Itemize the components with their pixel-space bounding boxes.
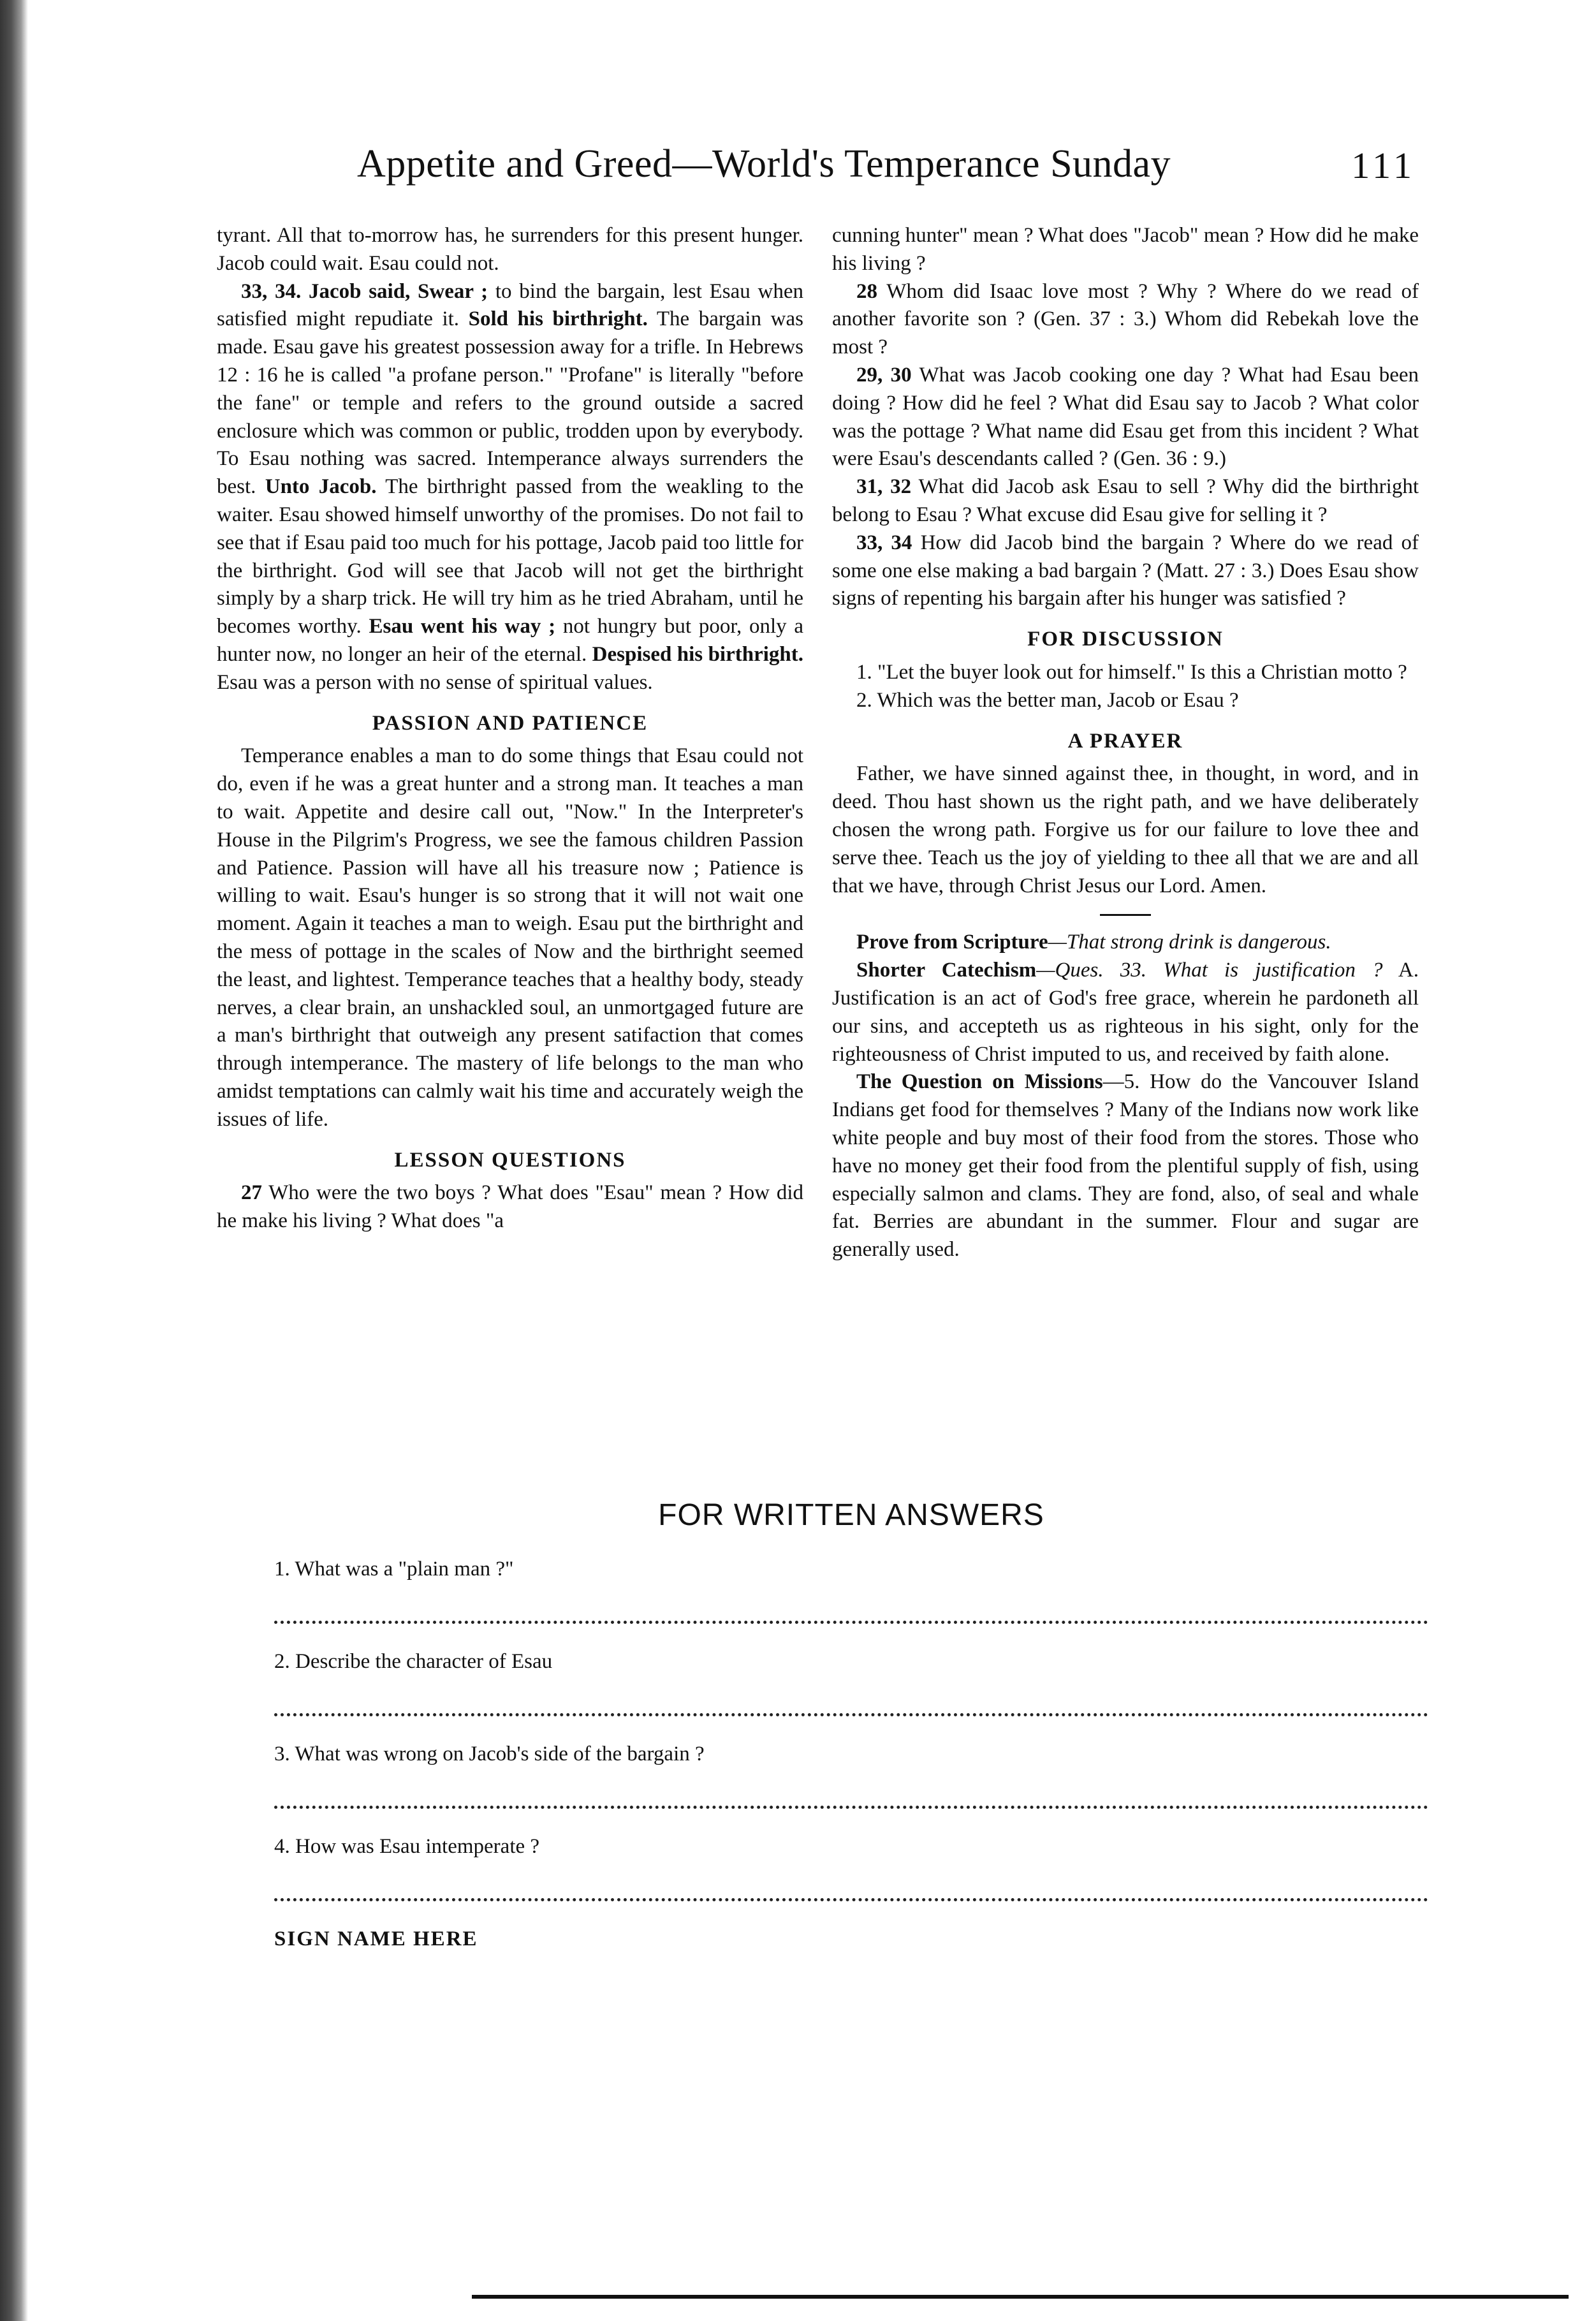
question-number: 33, 34	[856, 531, 912, 554]
written-question-4	[274, 1824, 1428, 1869]
question-text: 3. What was wrong on Jacob's side of the bargain ?	[274, 1743, 705, 1765]
text-run: —5. How do the Vancouver Island Indians get food for themselves ? Many of the Indians now work like white people and buy most of their food from the stores. Those who have no money get their food from the plentiful supply of fish, using especially salmon and clams. They are fond, also, of seal and whale fat. Berries are abundant in the summer. Flour and sugar are generally used.	[832, 1070, 1419, 1262]
lesson-question	[832, 278, 1419, 362]
lesson-question	[832, 362, 1419, 473]
scripture-note	[832, 929, 1419, 957]
right-column	[832, 222, 1419, 1264]
section-heading: PASSION AND PATIENCE	[372, 711, 648, 735]
question-number: 29, 30	[856, 363, 912, 387]
discussion-item: 1. "Let the buyer look out for himself." Is this a Christian motto ?	[856, 660, 1407, 684]
text-run: The bargain was made. Esau gave his greatest possession away for a trifle. In Hebrews 12 : 16 he is called "a profane person." "Profane" is literally "before the fane" or temple and refers to the ground outside a sacred enclosure which was common or public, trodden upon by everybody. To Esau nothing was sacred. Intemperance always surrenders the best.	[217, 307, 803, 499]
text-run: What was Jacob cooking one day ? What had Esau been doing ? How did he feel ? What did Esau say to Jacob ? What color was the pottage ? What name did Esau get from this incident ? What were Esau's descendants called ? (Gen. 36 : 9.)	[832, 363, 1419, 471]
divider	[1100, 914, 1151, 916]
bold-phrase: The Question on Missions	[856, 1070, 1103, 1094]
text-run: Whom did Isaac love most ? Why ? Where do we read of another favorite son ? (Gen. 37 : 3.) Whom did Rebekah love the most ?	[832, 279, 1419, 359]
paragraph: Temperance enables a man to do some things that Esau could not do, even if he was a great hunter and a strong man. It teaches a man to wait. Appetite and desire call out, "Now." In the Interpreter's House in the Pilgrim's Progress, we see the famous children Passion and Patience. Passion will have all his treasure now ; Patience is willing to wait. Esau's hunger is so strong that it will not wait one moment. Again it teaches a man to weigh. Esau put the birthright and the mess of pottage in the scales of Now and the birthright seemed the least, and lightest. Temperance teaches that a healthy body, steady nerves, a clear brain, an unshackled soul, an unmortgaged future are a man's birthright that outweigh any present satifaction that comes through intemperance. The mastery of life belongs to the man who amidst temptations can calmly wait his time and accurately weigh the issues of life.	[217, 744, 803, 1131]
written-answers-title: FOR WRITTEN ANSWERS	[658, 1498, 1044, 1532]
lesson-question	[832, 473, 1419, 529]
written-question-1	[274, 1547, 1428, 1591]
question-number: 28	[856, 279, 877, 303]
bold-phrase: Prove from Scripture	[856, 931, 1048, 954]
question-text: 1. What was a "plain man ?"	[274, 1558, 514, 1580]
bottom-rule	[472, 2295, 1569, 2299]
page-number: 111	[1351, 145, 1416, 186]
lesson-question	[832, 529, 1419, 613]
paragraph: tyrant. All that to-morrow has, he surrenders for this present hunger. Jacob could wait. Esau could not.	[217, 224, 803, 275]
section-heading: LESSON QUESTIONS	[394, 1148, 626, 1172]
lesson-question	[217, 1179, 803, 1235]
answer-line[interactable]	[274, 1591, 1428, 1624]
answer-line[interactable]	[274, 1684, 1428, 1716]
signature-line[interactable]	[274, 1917, 1428, 1961]
question-number: 31, 32	[856, 475, 912, 499]
italic-phrase: —That strong drink is dangerous.	[1048, 931, 1331, 954]
missions-question	[832, 1068, 1419, 1264]
written-answers-section	[274, 1498, 1428, 1961]
page-header	[357, 142, 1416, 212]
bold-phrase: Sold his birthright.	[468, 307, 648, 331]
bold-phrase: Shorter Catechism	[856, 959, 1037, 982]
catechism	[832, 957, 1419, 1068]
prayer-text: Father, we have sinned against thee, in thought, in word, and in deed. Thou hast shown us the right path, and we have deliberately chosen the wrong path. Forgive us for our failure to love thee and serve thee. Teach us the joy of yielding to thee all that we are and all that we have, through Christ Jesus our Lord. Amen.	[832, 762, 1419, 897]
section-heading: A PRAYER	[1067, 729, 1183, 753]
text-run: Esau was a person with no sense of spiritual values.	[217, 670, 653, 694]
scan-edge-shadow	[0, 0, 28, 2321]
question-number: 27	[241, 1181, 262, 1205]
verse-ref: 33, 34.	[241, 279, 302, 303]
bold-phrase: Jacob said, Swear ;	[308, 279, 488, 303]
text-run: Who were the two boys ? What does "Esau" mean ? How did he make his living ? What does "a	[217, 1181, 803, 1233]
discussion-item: 2. Which was the better man, Jacob or Esau ?	[856, 688, 1239, 712]
written-question-2	[274, 1639, 1428, 1684]
section-heading: FOR DISCUSSION	[1027, 628, 1224, 651]
bold-phrase: Unto Jacob.	[265, 475, 377, 499]
bold-phrase: Esau went his way ;	[369, 615, 556, 638]
text-run: The birthright passed from the weakling to the waiter. Esau showed himself unworthy of the promises. Do not fail to see that if Esau paid too much for his pottage, Jacob paid too little for the birthright. God will see that Jacob will not get the birthright simply by a sharp trick. He will try him as he tried Abraham, until he becomes worthy.	[217, 475, 803, 638]
bold-phrase: Despised his birthright.	[592, 642, 803, 666]
left-column	[217, 222, 803, 1235]
text-run: What did Jacob ask Esau to sell ? Why did the birthright belong to Esau ? What excuse did Esau give for selling it ?	[832, 475, 1419, 526]
running-title: Appetite and Greed—World's Temperance Sunday	[357, 142, 1171, 186]
answer-line[interactable]	[274, 1776, 1428, 1809]
italic-phrase: —Ques. 33. What is justification ?	[1036, 959, 1383, 982]
paragraph	[217, 278, 803, 697]
paragraph: cunning hunter" mean ? What does "Jacob" mean ? How did he make his living ?	[832, 224, 1419, 275]
text-run: to bind the bargain, lest Esau when satisfied might repudiate it.	[217, 279, 803, 331]
question-text: 2. Describe the character of Esau	[274, 1650, 553, 1673]
question-text: 4. How was Esau intemperate ?	[274, 1835, 540, 1858]
signature-label: SIGN NAME HERE	[274, 1927, 478, 1950]
text-run: A. Justification is an act of God's free grace, wherein he pardoneth all our sins, and accepteth us as righteous in his sight, only for the righteousness of Christ imputed to us, and received by faith alone.	[832, 959, 1419, 1066]
text-run: How did Jacob bind the bargain ? Where do we read of some one else making a bad bargain ? (Matt. 27 : 3.) Does Esau show signs of repenting his bargain after his hunger was satisfied ?	[832, 531, 1419, 610]
text-run: not hungry but poor, only a hunter now, no longer an heir of the eternal.	[217, 615, 803, 666]
written-question-3	[274, 1732, 1428, 1776]
answer-line[interactable]	[274, 1869, 1428, 1901]
